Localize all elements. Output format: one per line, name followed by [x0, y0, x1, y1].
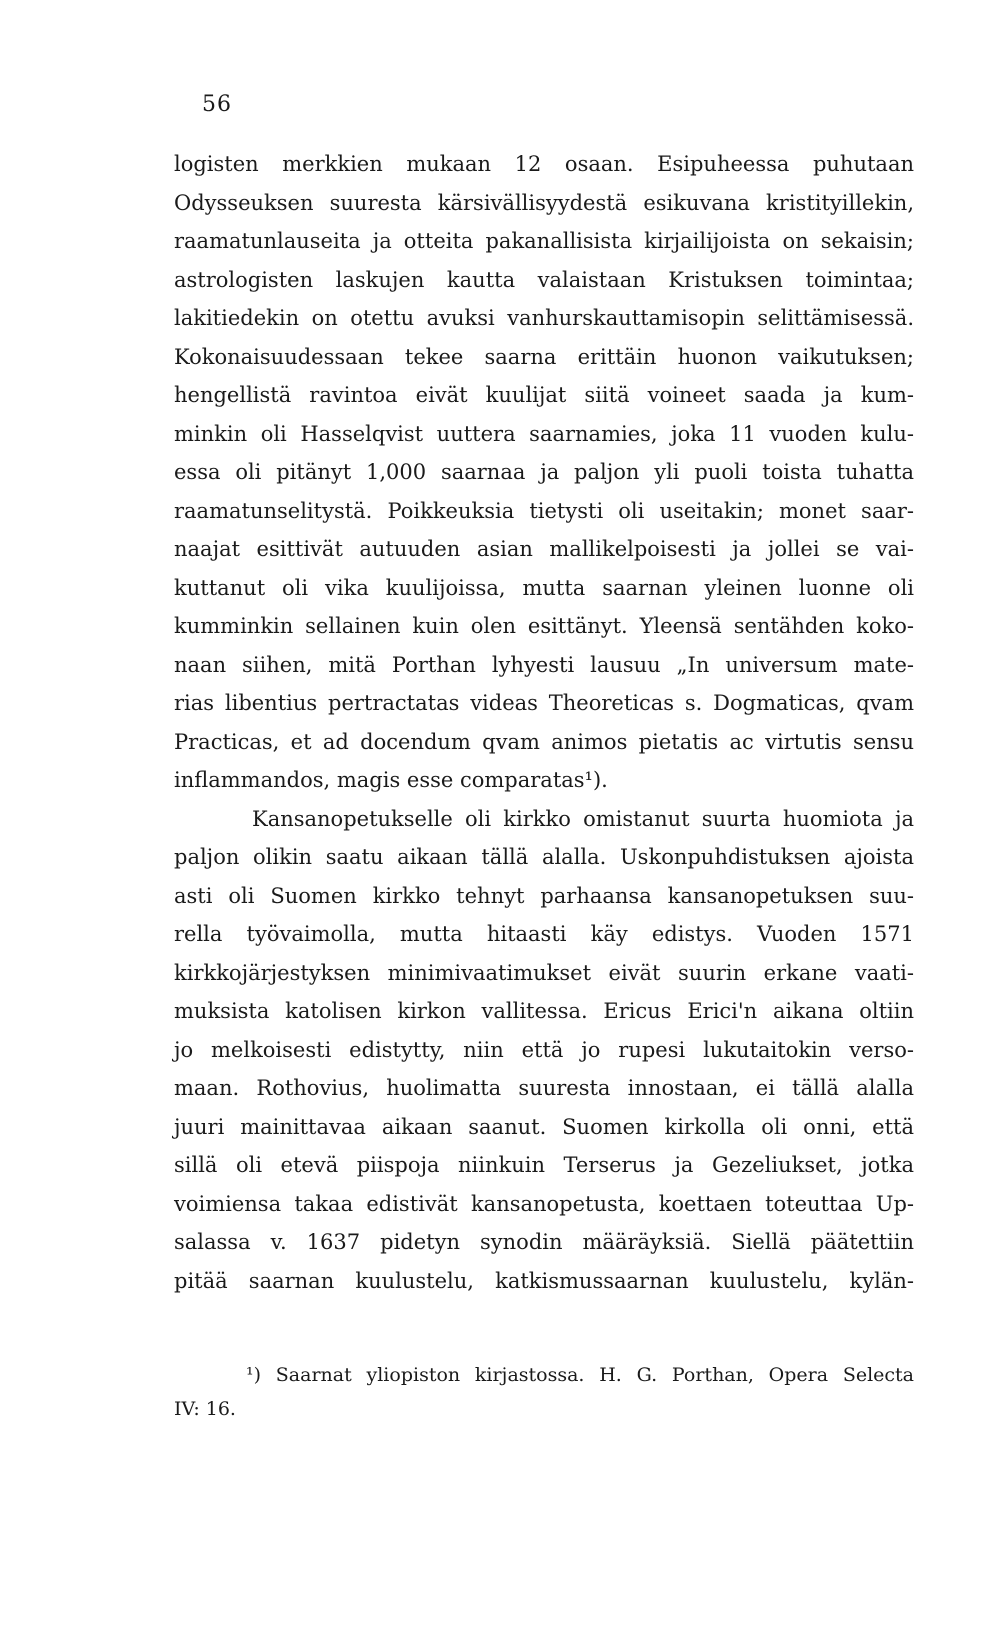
- footnote-line: IV: 16.: [174, 1398, 236, 1420]
- text-line: rias libentius pertractatas videas Theoreticas s. Dogmaticas, qvam: [174, 691, 914, 715]
- text-line: inflammandos, magis esse comparatas¹).: [174, 768, 608, 792]
- text-line: essa oli pitänyt 1,000 saarnaa ja paljon yli puoli toista tuhatta: [174, 460, 914, 484]
- text-line: minkin oli Hasselqvist uuttera saarnamies, joka 11 vuoden kulu-: [174, 421, 914, 446]
- text-line: voimiensa takaa edistivät kansanopetusta, koettaen toteuttaa Up-: [174, 1191, 914, 1216]
- text-line: astrologisten laskujen kautta valaistaan Kristuksen toimintaa;: [174, 267, 914, 292]
- text-line: muksista katolisen kirkon vallitessa. Ericus Erici'n aikana oltiin: [174, 999, 914, 1023]
- text-line: Odysseuksen suuresta kärsivällisyydestä esikuvana kristityillekin,: [174, 190, 914, 215]
- text-line: naan siihen, mitä Porthan lyhyesti lausuu „In universum mate-: [174, 652, 914, 677]
- text-line: kirkkojärjestyksen minimivaatimukset eivät suurin erkane vaati-: [174, 960, 914, 985]
- text-line: asti oli Suomen kirkko tehnyt parhaansa kansanopetuksen suu-: [174, 883, 914, 908]
- text-line: juuri mainittavaa aikaan saanut. Suomen kirkolla oli onni, että: [174, 1114, 914, 1139]
- text-line: Kansanopetukselle oli kirkko omistanut suurta huomiota ja: [252, 806, 914, 831]
- text-line: rella työvaimolla, mutta hitaasti käy edistys. Vuoden 1571: [174, 922, 914, 946]
- text-line: pitää saarnan kuulustelu, katkismussaarnan kuulustelu, kylän-: [174, 1268, 914, 1293]
- text-line: logisten merkkien mukaan 12 osaan. Esipuheessa puhutaan: [174, 152, 914, 176]
- text-line: naajat esittivät autuuden asian mallikelpoisesti ja jollei se vai-: [174, 537, 914, 561]
- body-text: [174, 145, 914, 1300]
- text-line: Kokonaisuudessaan tekee saarna erittäin huonon vaikutuksen;: [174, 344, 914, 369]
- text-line: kuttanut oli vika kuulijoissa, mutta saarnan yleinen luonne oli: [174, 575, 914, 600]
- footnote: [174, 1358, 914, 1426]
- text-line: Practicas, et ad docendum qvam animos pietatis ac virtutis sensu: [174, 729, 914, 754]
- text-line: kumminkin sellainen kuin olen esittänyt. Yleensä sentähden koko-: [174, 614, 914, 638]
- text-line: raamatunlauseita ja otteita pakanallisista kirjailijoista on sekaisin;: [174, 229, 914, 253]
- text-line: sillä oli etevä piispoja niinkuin Terserus ja Gezeliukset, jotka: [174, 1153, 914, 1177]
- paragraph: [174, 800, 914, 1301]
- text-line: paljon olikin saatu aikaan tällä alalla. Uskonpuhdistuksen ajoista: [174, 845, 914, 869]
- text-line: raamatunselitystä. Poikkeuksia tietysti oli useitakin; monet saar-: [174, 498, 914, 523]
- text-line: salassa v. 1637 pidetyn synodin määräyksiä. Siellä päätettiin: [174, 1230, 914, 1254]
- page-number: 56: [202, 92, 232, 117]
- text-line: hengellistä ravintoa eivät kuulijat siitä voineet saada ja kum-: [174, 383, 914, 407]
- footnote-line: ¹) Saarnat yliopiston kirjastossa. H. G. Porthan, Opera Selecta: [246, 1364, 914, 1386]
- text-line: lakitiedekin on otettu avuksi vanhurskauttamisopin selittämisessä.: [174, 306, 914, 330]
- text-line: jo melkoisesti edistytty, niin että jo rupesi lukutaitokin versο-: [174, 1037, 914, 1062]
- text-line: maan. Rothovius, huolimatta suuresta innostaan, ei tällä alalla: [174, 1076, 914, 1100]
- paragraph: [174, 145, 914, 800]
